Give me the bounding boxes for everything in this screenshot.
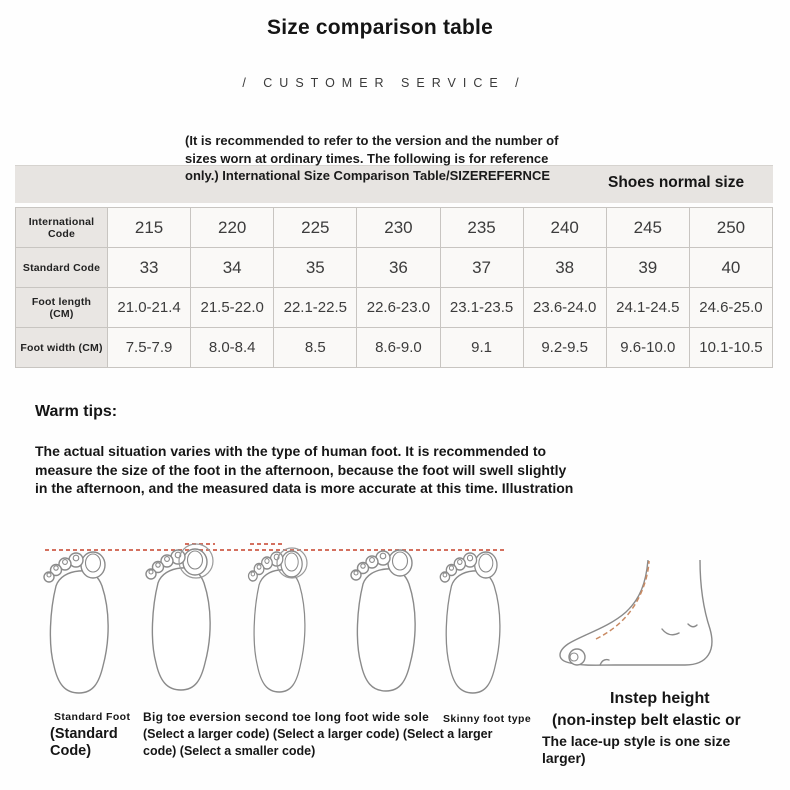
- size-cell: 220: [191, 208, 274, 248]
- size-cell: 21.0-21.4: [108, 288, 191, 328]
- shoes-normal-size-label: Shoes normal size: [608, 174, 745, 191]
- size-cell: 235: [440, 208, 523, 248]
- caption-instep-height: Instep height: [610, 690, 710, 707]
- caption-instep-note1: (non-instep belt elastic or: [552, 712, 741, 729]
- caption-advice-line: (Select a larger code) (Select a larger code) (Select a larger: [143, 727, 493, 741]
- table-row: [16, 288, 773, 328]
- caption-standard-code: [50, 726, 118, 760]
- size-cell: 10.1-10.5: [689, 328, 772, 368]
- size-cell: 8.5: [274, 328, 357, 368]
- size-cell: 8.6-9.0: [357, 328, 440, 368]
- size-cell: 240: [523, 208, 606, 248]
- caption-instep-note2: [542, 733, 730, 767]
- row-header: International Code: [16, 208, 108, 248]
- size-cell: 9.2-9.5: [523, 328, 606, 368]
- caption-instep-note2-line: The lace-up style is one size: [542, 733, 731, 749]
- caption-instep-note2-line: larger): [542, 750, 586, 766]
- customer-service-label: / CUSTOMER SERVICE /: [242, 76, 526, 90]
- size-cell: 245: [606, 208, 689, 248]
- reference-note-line: (It is recommended to refer to the version and the number of: [185, 133, 559, 148]
- page-title: Size comparison table: [267, 16, 493, 39]
- size-cell: 24.1-24.5: [606, 288, 689, 328]
- warm-tips-line: The actual situation varies with the type of human foot. It is recommended to: [35, 443, 547, 459]
- row-header: Foot length (CM): [16, 288, 108, 328]
- reference-note-line: sizes worn at ordinary times. The following is for reference: [185, 150, 549, 166]
- size-cell: 38: [523, 248, 606, 288]
- size-cell: 250: [689, 208, 772, 248]
- table-row: [16, 208, 773, 248]
- side-foot-big-toe: [569, 649, 585, 665]
- size-cell: 40: [689, 248, 772, 288]
- reference-note-line: only.) International Size Comparison Table/SIZEREFERNCE: [185, 168, 551, 183]
- foot-outline-big-toe-eversion: [146, 549, 210, 690]
- reference-note: [185, 132, 558, 185]
- warm-tips-line: measure the size of the foot in the afternoon, because the foot will swell slightly: [35, 461, 567, 478]
- size-cell: 22.1-22.5: [274, 288, 357, 328]
- size-cell: 9.1: [440, 328, 523, 368]
- foot-illustrations: [0, 523, 790, 703]
- size-cell: 21.5-22.0: [191, 288, 274, 328]
- size-cell: 37: [440, 248, 523, 288]
- size-cell: 225: [274, 208, 357, 248]
- foot-outline-wide-sole: [351, 550, 415, 691]
- size-cell: 9.6-10.0: [606, 328, 689, 368]
- caption-standard-foot: Standard Foot: [54, 711, 131, 723]
- caption-standard-code-line: Code): [50, 743, 92, 759]
- size-table-body: [16, 208, 773, 368]
- size-table: [15, 207, 773, 368]
- caption-standard-code-line: (Standard: [50, 726, 118, 742]
- size-cell: 34: [191, 248, 274, 288]
- size-cell: 22.6-23.0: [357, 288, 440, 328]
- foot-outline-skinny: [440, 552, 500, 693]
- table-row: [16, 248, 773, 288]
- warm-tips-line: in the afternoon, and the measured data is more accurate at this time. Illustration: [35, 480, 574, 496]
- caption-foot-types-advice: [143, 726, 492, 760]
- row-header: Standard Code: [16, 248, 108, 288]
- size-cell: 7.5-7.9: [108, 328, 191, 368]
- warm-tips-body: [35, 442, 573, 498]
- foot-outline-standard: [44, 552, 108, 693]
- size-cell: 36: [357, 248, 440, 288]
- warm-tips-heading: Warm tips:: [35, 403, 118, 420]
- size-cell: 23.1-23.5: [440, 288, 523, 328]
- size-cell: 215: [108, 208, 191, 248]
- foot-outline-second-toe-long: [248, 551, 304, 692]
- size-cell: 35: [274, 248, 357, 288]
- size-cell: 8.0-8.4: [191, 328, 274, 368]
- side-foot-outline: [560, 560, 712, 665]
- size-cell: 24.6-25.0: [689, 288, 772, 328]
- caption-foot-types: Big toe eversion second toe long foot wide sole: [143, 710, 430, 724]
- caption-advice-line: code) (Select a smaller code): [143, 744, 316, 758]
- size-cell: 39: [606, 248, 689, 288]
- table-row: [16, 328, 773, 368]
- size-cell: 33: [108, 248, 191, 288]
- size-cell: 230: [357, 208, 440, 248]
- caption-skinny-foot: Skinny foot type: [443, 713, 532, 725]
- size-cell: 23.6-24.0: [523, 288, 606, 328]
- row-header: Foot width (CM): [16, 328, 108, 368]
